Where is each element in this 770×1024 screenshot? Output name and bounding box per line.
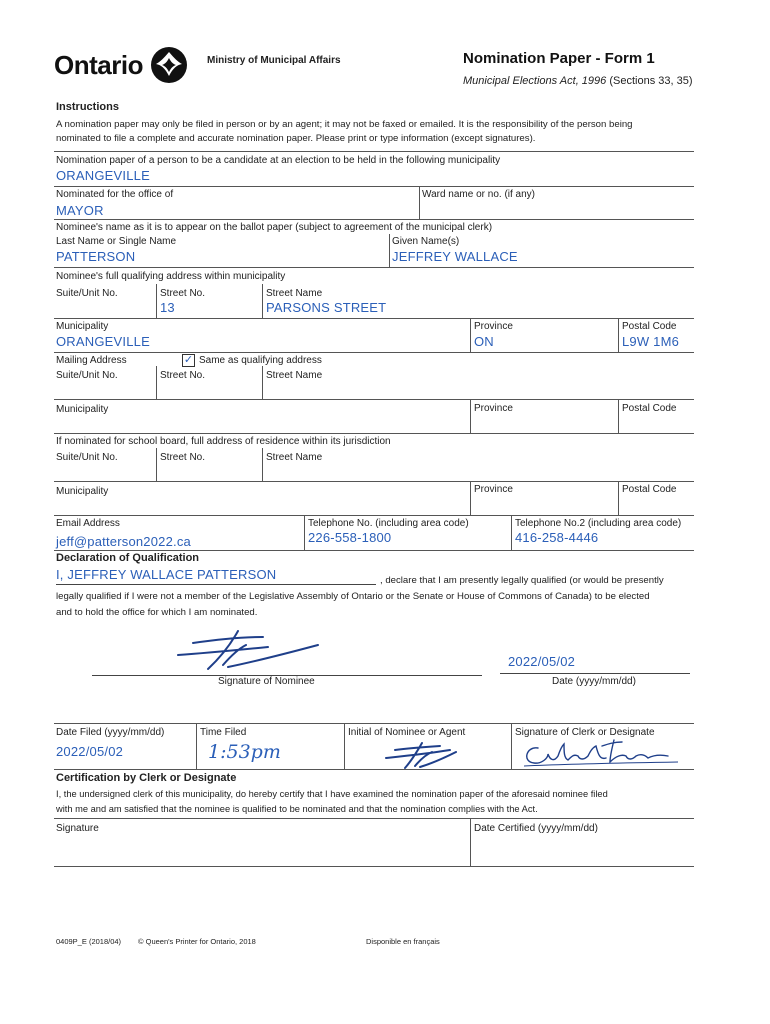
sb-street-no-label: Street No.: [160, 452, 206, 463]
certification-line-1: I, the undersigned clerk of this municipality, do hereby certify that I have examined the nomination paper of the aforesaid nominee filed: [56, 789, 608, 799]
qa-suite-label: Suite/Unit No.: [56, 288, 118, 299]
phone1-value[interactable]: 226-558-1800: [308, 530, 392, 545]
ma-province-label: Province: [474, 403, 513, 414]
phone2-label: Telephone No.2 (including area code): [515, 518, 682, 529]
ma-postal-label: Postal Code: [622, 403, 677, 414]
sb-suite-label: Suite/Unit No.: [56, 452, 118, 463]
ministry-name: Ministry of Municipal Affairs: [207, 55, 341, 66]
qa-municipality-value[interactable]: ORANGEVILLE: [56, 334, 150, 349]
same-address-label: Same as qualifying address: [199, 355, 322, 366]
ballot-name-label: Nominee's name as it is to appear on the ballot paper (subject to agreement of the municipal clerk): [56, 222, 493, 233]
act-reference: [463, 75, 693, 87]
act-name: Municipal Elections Act, 1996: [463, 75, 607, 87]
school-board-label: If nominated for school board, full address of residence within its jurisdiction: [56, 436, 391, 447]
date-filed-label: Date Filed (yyyy/mm/dd): [56, 727, 165, 738]
qa-street-name-value[interactable]: PARSONS STREET: [266, 300, 387, 315]
sb-postal-label: Postal Code: [622, 484, 677, 495]
ma-municipality-label: Municipality: [56, 404, 109, 415]
ma-suite-label: Suite/Unit No.: [56, 370, 118, 381]
certification-signature-label: Signature: [56, 823, 99, 834]
act-sections: (Sections 33, 35): [609, 75, 693, 87]
qualifying-address-label: Nominee's full qualifying address within municipality: [56, 271, 286, 282]
footer-french: Disponible en français: [366, 937, 440, 946]
ontario-logo: [54, 50, 143, 81]
qa-postal-value[interactable]: L9W 1M6: [622, 334, 680, 349]
certification-heading: Certification by Clerk or Designate: [56, 772, 237, 784]
initial-signature[interactable]: [380, 740, 460, 770]
given-name-value[interactable]: JEFFREY WALLACE: [392, 249, 518, 264]
qa-street-no-label: Street No.: [160, 288, 206, 299]
declaration-date-value[interactable]: 2022/05/02: [508, 654, 576, 669]
declaration-name-value[interactable]: I, JEFFREY WALLACE PATTERSON: [56, 567, 277, 582]
declaration-heading: Declaration of Qualification: [56, 552, 200, 564]
time-filed-value[interactable]: 1:53pm: [208, 741, 281, 763]
certification-date-label: Date Certified (yyyy/mm/dd): [474, 823, 598, 834]
ward-label: Ward name or no. (if any): [422, 189, 536, 200]
municipality-label: Nomination paper of a person to be a candidate at an election to be held in the following municipality: [56, 155, 501, 166]
trillium-icon: [150, 46, 188, 84]
footer-copyright: © Queen's Printer for Ontario, 2018: [138, 937, 256, 946]
initial-label: Initial of Nominee or Agent: [348, 727, 466, 738]
last-name-value[interactable]: PATTERSON: [56, 249, 136, 264]
phone1-label: Telephone No. (including area code): [308, 518, 469, 529]
municipality-value[interactable]: ORANGEVILLE: [56, 168, 150, 183]
qa-province-label: Province: [474, 321, 513, 332]
sb-street-name-label: Street Name: [266, 452, 323, 463]
office-value[interactable]: MAYOR: [56, 203, 104, 218]
declaration-date-label: Date (yyyy/mm/dd): [552, 676, 636, 687]
checkmark-icon: ✓: [183, 354, 194, 366]
same-address-checkbox[interactable]: [182, 354, 195, 367]
email-label: Email Address: [56, 518, 120, 529]
qa-street-no-value[interactable]: 13: [160, 300, 175, 315]
qa-province-value[interactable]: ON: [474, 334, 494, 349]
sb-municipality-label: Municipality: [56, 486, 109, 497]
nominee-signature-label: Signature of Nominee: [218, 676, 315, 687]
instructions-heading: Instructions: [56, 101, 119, 113]
qa-postal-label: Postal Code: [622, 321, 677, 332]
footer-form-code: 0409P_E (2018/04): [56, 937, 122, 946]
last-name-label: Last Name or Single Name: [56, 236, 177, 247]
clerk-signature[interactable]: [518, 736, 683, 770]
instructions-line-1: A nomination paper may only be filed in person or by an agent; it may not be faxed or emailed. It is the responsibility of the person being: [56, 119, 633, 130]
declaration-line-3: and to hold the office for which I am nominated.: [56, 607, 258, 618]
email-value[interactable]: jeff@patterson2022.ca: [56, 534, 191, 549]
qa-municipality-label: Municipality: [56, 321, 109, 332]
mailing-address-label: Mailing Address: [56, 355, 127, 366]
phone2-value[interactable]: 416-258-4446: [515, 530, 599, 545]
instructions-line-2: nominated to file a complete and accurate nomination paper. Please print or type information (except signatures).: [56, 133, 536, 144]
nominee-signature[interactable]: [168, 625, 328, 675]
clerk-signature-label: Signature of Clerk or Designate: [515, 727, 655, 738]
certification-line-2: with me and am satisfied that the nominee is qualified to be nominated and that the nomination complies with the Act.: [56, 804, 538, 814]
ma-street-no-label: Street No.: [160, 370, 206, 381]
time-filed-label: Time Filed: [200, 727, 247, 738]
form-title: Nomination Paper - Form 1: [463, 50, 655, 67]
office-label: Nominated for the office of: [56, 189, 174, 200]
declaration-line-1: , declare that I am presently legally qualified (or would be presently: [380, 575, 664, 586]
given-name-label: Given Name(s): [392, 236, 460, 247]
ma-street-name-label: Street Name: [266, 370, 323, 381]
qa-street-name-label: Street Name: [266, 288, 323, 299]
ontario-wordmark: Ontario: [54, 50, 143, 80]
date-filed-value[interactable]: 2022/05/02: [56, 744, 124, 759]
sb-province-label: Province: [474, 484, 513, 495]
declaration-line-2: legally qualified if I were not a member of the Legislative Assembly of Ontario or the Senate or House of Commons of Canada) to be elected: [56, 591, 650, 602]
